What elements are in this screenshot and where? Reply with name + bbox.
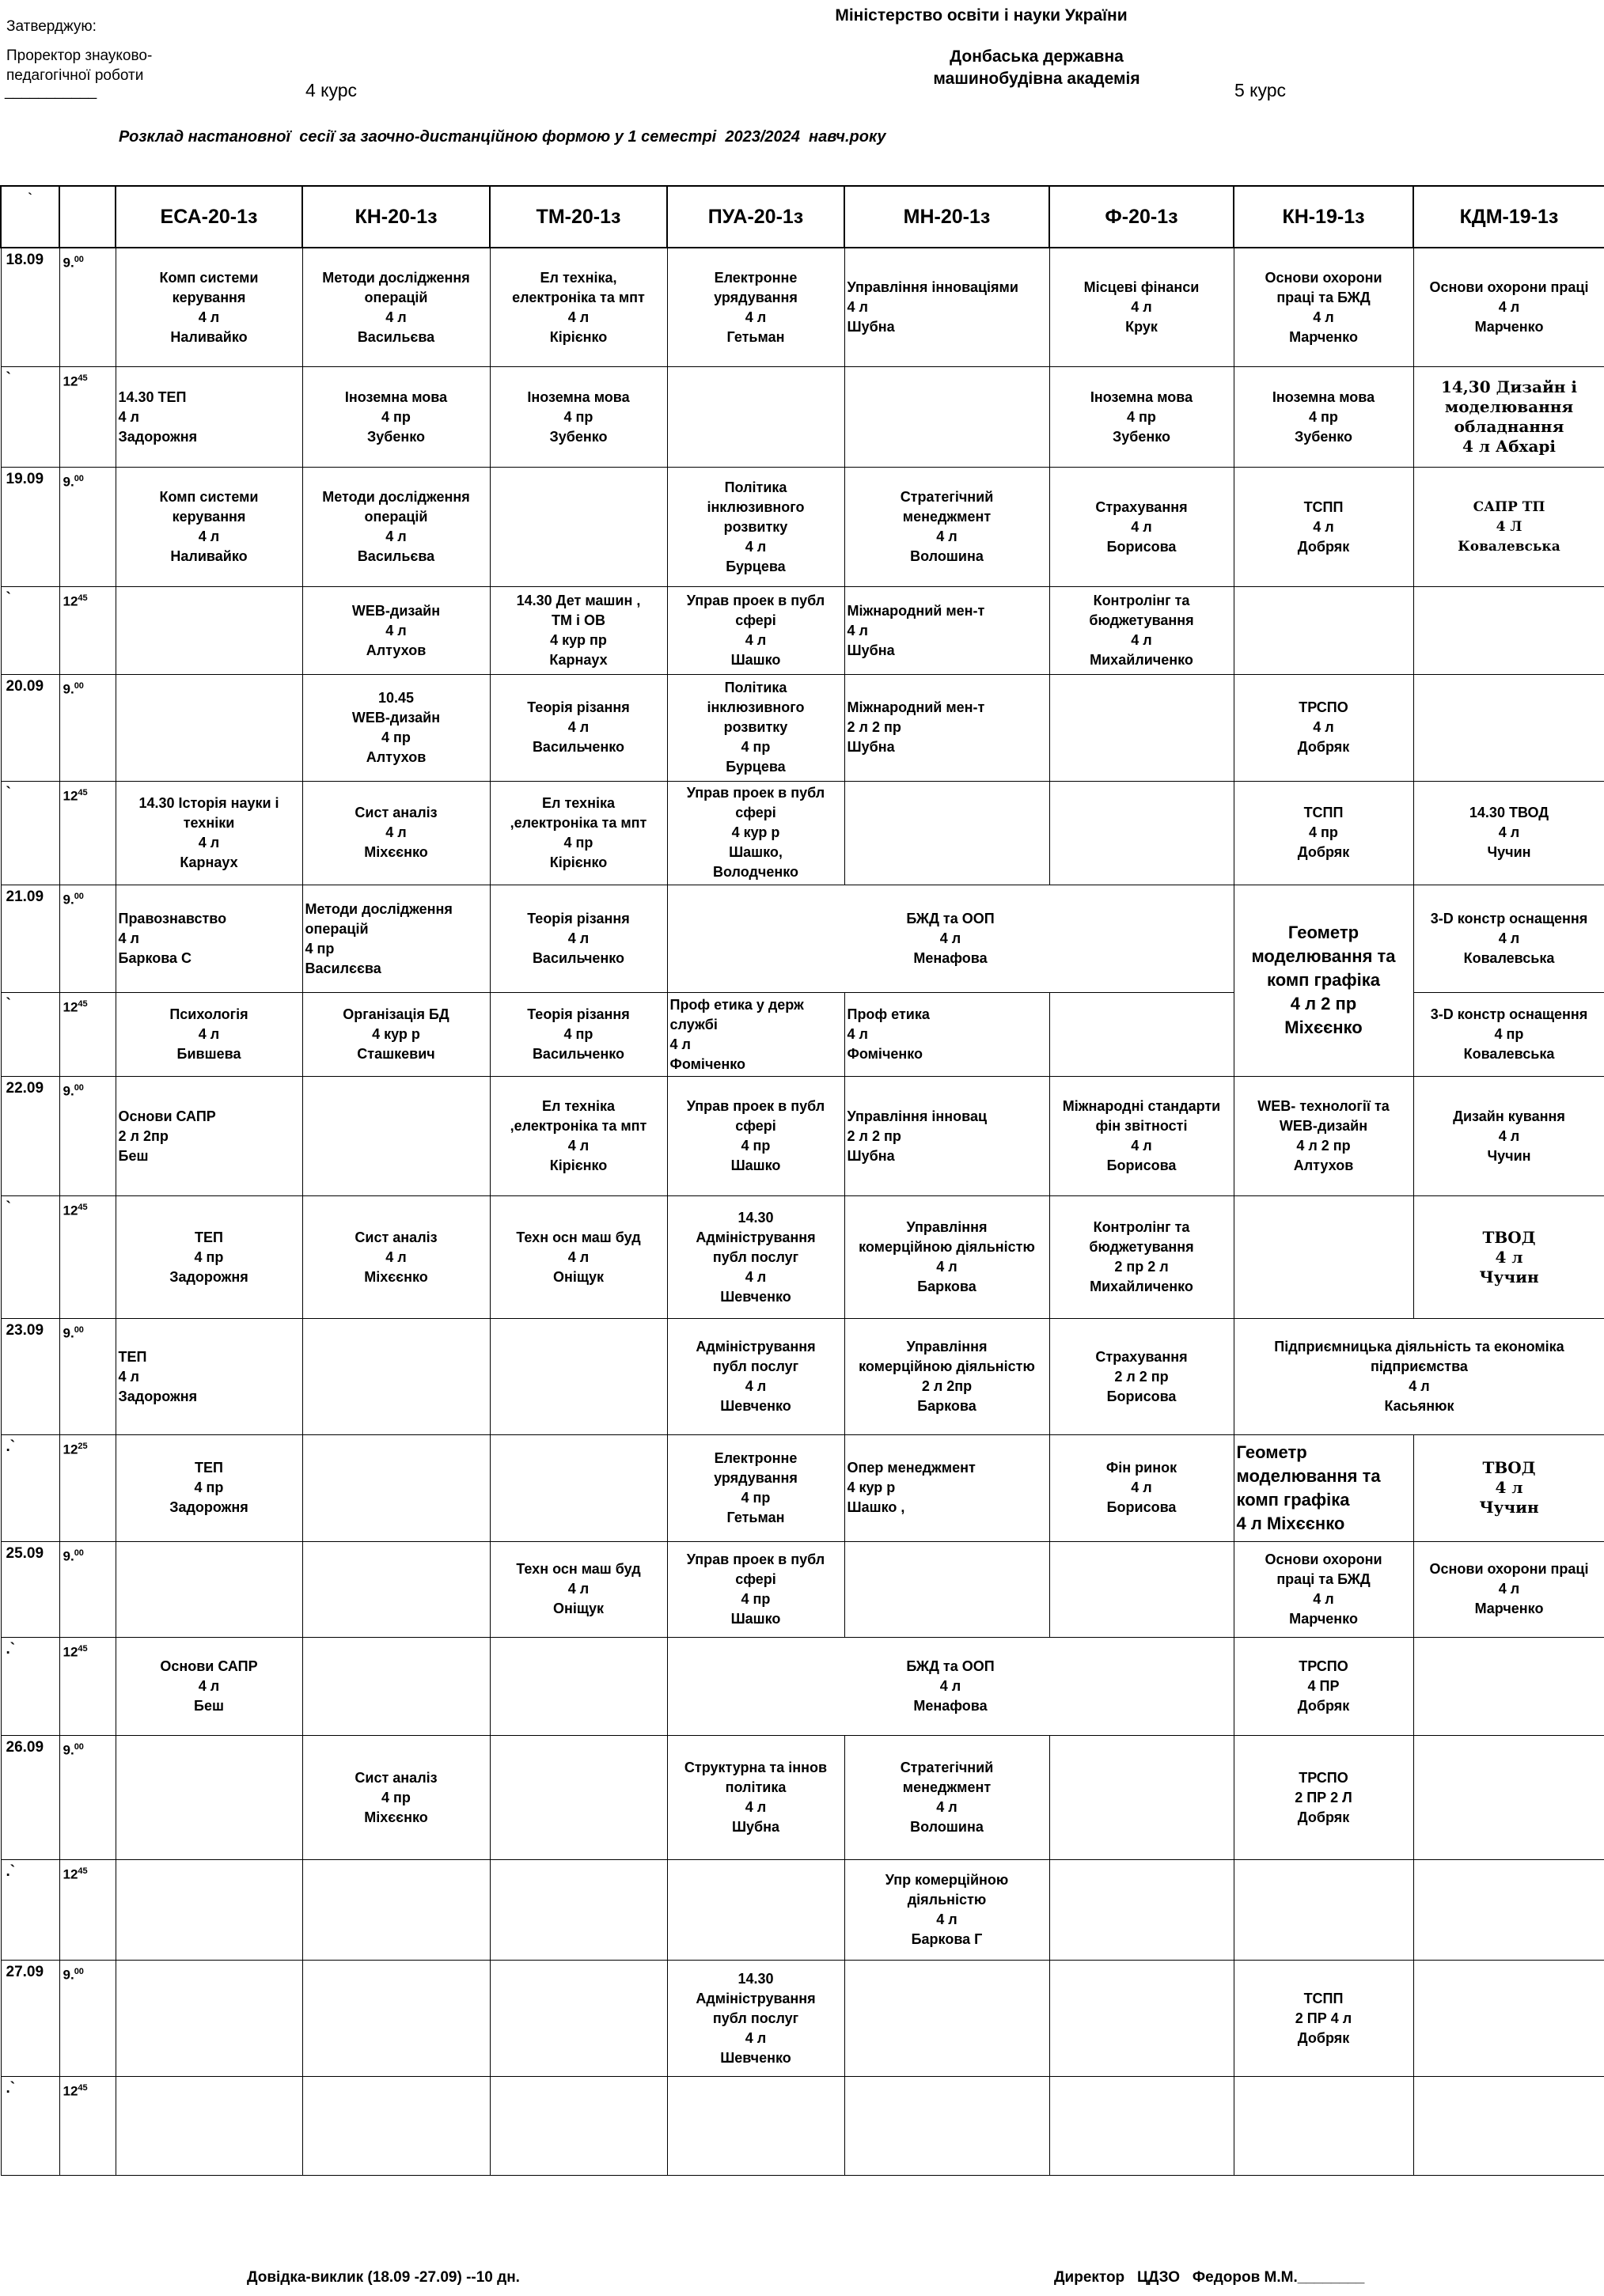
class-cell: Управ проек в публ сфері 4 л Шашко: [667, 587, 844, 675]
time-hour: 12: [63, 1000, 78, 1016]
class-cell: ТРСПО 4 л Добряк: [1234, 674, 1413, 781]
class-cell: Техн осн маш буд 4 л Оніщук: [490, 1196, 667, 1319]
class-cell: Страхування 4 л Борисова: [1049, 468, 1234, 587]
time-minutes: 00: [74, 1325, 84, 1336]
empty-cell: [116, 1736, 302, 1860]
date-cell: .`: [1, 1860, 59, 1961]
class-cell: Основи охорони праці 4 л Марченко: [1413, 1541, 1604, 1637]
empty-cell: [1413, 587, 1604, 675]
date-cell: 22.09: [1, 1077, 59, 1196]
class-cell: Основи САПР 2 л 2пр Беш: [116, 1077, 302, 1196]
class-cell: Теорія різання 4 л Васильченко: [490, 674, 667, 781]
empty-cell: [1049, 781, 1234, 885]
class-cell: Основи САПР 4 л Беш: [116, 1637, 302, 1736]
class-cell: Основи охорони праці та БЖД 4 л Марченко: [1234, 1541, 1413, 1637]
time-cell: [59, 1637, 116, 1736]
empty-cell: [844, 367, 1049, 468]
date-cell: 26.09: [1, 1736, 59, 1860]
empty-cell: [490, 1961, 667, 2077]
time-cell: [59, 248, 116, 367]
class-cell: ТСПП 2 ПР 4 л Добряк: [1234, 1961, 1413, 2077]
class-cell: Методи дослідження операцій 4 л Васильєва: [302, 248, 490, 367]
class-cell: Політика інклюзивного розвитку 4 пр Бурцева: [667, 674, 844, 781]
empty-cell: [302, 1961, 490, 2077]
time-hour: 12: [63, 788, 78, 804]
class-cell: Ел техніка ,електроніка та мпт 4 л Кірієнко: [490, 1077, 667, 1196]
time-cell: [59, 781, 116, 885]
class-cell: 14.30 ТВОД 4 л Чучин: [1413, 781, 1604, 885]
class-cell: Управ проек в публ сфері 4 кур р Шашко, Володченко: [667, 781, 844, 885]
time-hour: 9.: [63, 1083, 74, 1099]
class-cell: Електронне урядування 4 пр Гетьман: [667, 1434, 844, 1541]
empty-cell: [1413, 1961, 1604, 2077]
time-hour: 12: [63, 374, 78, 390]
time-hour: 9.: [63, 1325, 74, 1341]
date-cell: .`: [1, 1434, 59, 1541]
academy-label: Донбаська державна машинобудівна академія: [933, 47, 1140, 88]
class-cell: Контролінг та бюджетування 2 пр 2 л Михайличенко: [1049, 1196, 1234, 1319]
schedule-row: [1, 2077, 1604, 2176]
time-hour: 9.: [63, 1967, 74, 1983]
time-cell: [59, 1319, 116, 1435]
date-cell: .`: [1, 1637, 59, 1736]
empty-cell: [302, 1541, 490, 1637]
empty-cell: [667, 367, 844, 468]
time-header-cell: [59, 186, 116, 248]
schedule-row: [1, 1196, 1604, 1319]
time-cell: [59, 1196, 116, 1319]
class-cell: Управління комерційною діяльністю 4 л Баркова: [844, 1196, 1049, 1319]
class-cell: Управління комерційною діяльністю 2 л 2пр Баркова: [844, 1319, 1049, 1435]
empty-cell: [1049, 1860, 1234, 1961]
empty-cell: [302, 1637, 490, 1736]
empty-cell: [116, 2077, 302, 2176]
schedule-row: [1, 1541, 1604, 1637]
course-4-label: 4 курс: [305, 80, 358, 100]
class-cell: 14,30 Дизайн і моделювання обладнання 4 л Абхарі: [1413, 367, 1604, 468]
time-hour: 9.: [63, 892, 74, 907]
class-cell: Проф етика у держ службі 4 л Фоміченко: [667, 993, 844, 1077]
group-header: Ф-20-1з: [1049, 186, 1234, 248]
class-cell: ТРСПО 2 ПР 2 Л Добряк: [1234, 1736, 1413, 1860]
class-cell: Основи охорони праці та БЖД 4 л Марченко: [1234, 248, 1413, 367]
empty-cell: [490, 1319, 667, 1435]
empty-cell: [844, 2077, 1049, 2176]
time-cell: [59, 993, 116, 1077]
time-hour: 9.: [63, 1548, 74, 1564]
empty-cell: [116, 1961, 302, 2077]
empty-cell: [844, 1541, 1049, 1637]
empty-cell: [1234, 1860, 1413, 1961]
time-cell: [59, 587, 116, 675]
class-cell: Геометр моделювання та комп графіка 4 л 2 пр Міхєєнко: [1234, 885, 1413, 1077]
time-cell: [59, 1961, 116, 2077]
empty-cell: [1413, 2077, 1604, 2176]
class-cell: Управ проек в публ сфері 4 пр Шашко: [667, 1077, 844, 1196]
class-cell: 14.30 Адміністрування публ послуг 4 л Шевченко: [667, 1196, 844, 1319]
class-cell: ТСПП 4 л Добряк: [1234, 468, 1413, 587]
time-hour: 12: [63, 2083, 78, 2099]
class-cell: Фін ринок 4 л Борисова: [1049, 1434, 1234, 1541]
class-cell: Основи охорони праці 4 л Марченко: [1413, 248, 1604, 367]
empty-cell: [302, 1077, 490, 1196]
time-cell: [59, 1736, 116, 1860]
schedule-table: [0, 185, 1604, 2176]
class-cell: Комп системи керування 4 л Наливайко: [116, 468, 302, 587]
ministry-label: Міністерство освіти і науки України: [835, 6, 1128, 25]
class-cell: Міжнародний мен-т 2 л 2 пр Шубна: [844, 674, 1049, 781]
empty-cell: [1413, 1860, 1604, 1961]
empty-cell: [1413, 1736, 1604, 1860]
time-hour: 9.: [63, 255, 74, 271]
empty-cell: [1049, 2077, 1234, 2176]
date-cell: .`: [1, 2077, 59, 2176]
empty-cell: [490, 2077, 667, 2176]
class-cell: ТЕП 4 пр Задорожня: [116, 1196, 302, 1319]
empty-cell: [302, 1860, 490, 1961]
schedule-row: [1, 1860, 1604, 1961]
empty-cell: [844, 1961, 1049, 2077]
empty-cell: [1049, 1961, 1234, 2077]
time-hour: 12: [63, 1442, 78, 1457]
date-cell: 20.09: [1, 674, 59, 781]
class-cell: Методи дослідження операцій 4 л Васильєва: [302, 468, 490, 587]
class-cell: Політика інклюзивного розвитку 4 л Бурцева: [667, 468, 844, 587]
class-cell: 14.30 ТЕП 4 л Задорожня: [116, 367, 302, 468]
date-cell: `: [1, 587, 59, 675]
time-cell: [59, 2077, 116, 2176]
empty-cell: [1234, 2077, 1413, 2176]
time-cell: [59, 674, 116, 781]
schedule-row: [1, 367, 1604, 468]
empty-cell: [116, 1541, 302, 1637]
time-cell: [59, 885, 116, 993]
time-hour: 12: [63, 1644, 78, 1660]
class-cell: Теорія різання 4 л Васильченко: [490, 885, 667, 993]
signature-line: ___________: [5, 83, 97, 100]
time-cell: [59, 1541, 116, 1637]
class-cell: Методи дослідження операцій 4 пр Василєєва: [302, 885, 490, 993]
class-cell: Стратегічний менеджмент 4 л Волошина: [844, 1736, 1049, 1860]
date-cell: 18.09: [1, 248, 59, 367]
group-header: КН-19-1з: [1234, 186, 1413, 248]
empty-cell: [490, 1860, 667, 1961]
schedule-row: [1, 587, 1604, 675]
class-cell: Стратегічний менеджмент 4 л Волошина: [844, 468, 1049, 587]
schedule-row: [1, 1637, 1604, 1736]
class-cell: Міжнародний мен-т 4 л Шубна: [844, 587, 1049, 675]
schedule-row: [1, 1077, 1604, 1196]
class-cell: Страхування 2 л 2 пр Борисова: [1049, 1319, 1234, 1435]
schedule-row: [1, 1961, 1604, 2077]
time-minutes: 45: [78, 373, 88, 384]
class-cell: САПР ТП 4 Л Ковалевська: [1413, 468, 1604, 587]
empty-cell: [1049, 1541, 1234, 1637]
class-cell: Сист аналіз 4 л Міхєєнко: [302, 781, 490, 885]
class-cell: 10.45 WEB-дизайн 4 пр Алтухов: [302, 674, 490, 781]
time-hour: 12: [63, 1867, 78, 1882]
class-cell: ТЕП 4 л Задорожня: [116, 1319, 302, 1435]
class-cell: Сист аналіз 4 пр Міхєєнко: [302, 1736, 490, 1860]
time-hour: 9.: [63, 474, 74, 490]
schedule-row: [1, 1434, 1604, 1541]
class-cell: Управ проек в публ сфері 4 пр Шашко: [667, 1541, 844, 1637]
empty-cell: [116, 587, 302, 675]
class-cell: Іноземна мова 4 пр Зубенко: [490, 367, 667, 468]
empty-cell: [490, 1637, 667, 1736]
class-cell: WEB-дизайн 4 л Алтухов: [302, 587, 490, 675]
empty-cell: [302, 1434, 490, 1541]
class-cell: БЖД та ООП 4 л Менафова: [667, 1637, 1234, 1736]
date-cell: 27.09: [1, 1961, 59, 2077]
prorector-label: Проректор знауково- педагогічної роботи: [6, 47, 153, 84]
class-cell: Опер менеджмент 4 кур р Шашко ,: [844, 1434, 1049, 1541]
time-minutes: 00: [74, 1548, 84, 1558]
time-cell: [59, 367, 116, 468]
group-header: МН-20-1з: [844, 186, 1049, 248]
group-header: КДМ-19-1з: [1413, 186, 1604, 248]
group-header: КН-20-1з: [302, 186, 490, 248]
time-minutes: 45: [78, 1203, 88, 1213]
empty-cell: [302, 1319, 490, 1435]
date-cell: `: [1, 993, 59, 1077]
time-cell: [59, 1434, 116, 1541]
class-cell: Іноземна мова 4 пр Зубенко: [302, 367, 490, 468]
schedule-row: [1, 1319, 1604, 1435]
group-header: ПУА-20-1з: [667, 186, 844, 248]
time-minutes: 00: [74, 1967, 84, 1977]
footer-note: Довідка-виклик (18.09 -27.09) --10 дн.: [247, 2269, 520, 2286]
group-header: ТМ-20-1з: [490, 186, 667, 248]
class-cell: Геометр моделювання та комп графіка 4 л Міхєєнко: [1234, 1434, 1413, 1541]
class-cell: Організація БД 4 кур р Сташкевич: [302, 993, 490, 1077]
empty-cell: [116, 1860, 302, 1961]
class-cell: Техн осн маш буд 4 л Оніщук: [490, 1541, 667, 1637]
schedule-row: [1, 1736, 1604, 1860]
director-signature: Директор ЦДЗО Федоров М.М.________: [1054, 2269, 1365, 2286]
time-minutes: 00: [74, 1083, 84, 1093]
class-cell: Іноземна мова 4 пр Зубенко: [1234, 367, 1413, 468]
empty-cell: [667, 1860, 844, 1961]
empty-cell: [1049, 1736, 1234, 1860]
class-cell: 14.30 Адміністрування публ послуг 4 л Шевченко: [667, 1961, 844, 2077]
time-minutes: 45: [78, 593, 88, 604]
empty-cell: [116, 674, 302, 781]
empty-cell: [667, 2077, 844, 2176]
group-header: ЕСА-20-1з: [116, 186, 302, 248]
empty-cell: [1413, 674, 1604, 781]
time-cell: [59, 1860, 116, 1961]
schedule-title: Розклад настановної сесії за заочно-дистанційною формою у 1 семестрі 2023/2024 навч.року: [119, 128, 886, 146]
time-cell: [59, 468, 116, 587]
class-cell: ТВОД 4 л Чучин: [1413, 1196, 1604, 1319]
class-cell: Структурна та іннов політика 4 л Шубна: [667, 1736, 844, 1860]
date-cell: 23.09: [1, 1319, 59, 1435]
class-cell: Міжнародні стандарти фін звітності 4 л Борисова: [1049, 1077, 1234, 1196]
time-minutes: 45: [78, 1866, 88, 1877]
class-cell: Комп системи керування 4 л Наливайко: [116, 248, 302, 367]
time-hour: 12: [63, 1203, 78, 1218]
class-cell: 3-D констр оснащення 4 л Ковалевська: [1413, 885, 1604, 993]
date-cell: `: [1, 1196, 59, 1319]
class-cell: WEB- технології та WEB-дизайн 4 л 2 пр Алтухов: [1234, 1077, 1413, 1196]
empty-cell: [490, 468, 667, 587]
time-minutes: 45: [78, 1643, 88, 1654]
date-cell: `: [1, 367, 59, 468]
time-minutes: 00: [74, 255, 84, 264]
class-cell: Підприємницька діяльність та економіка підприємства 4 л Касьянюк: [1234, 1319, 1604, 1435]
class-cell: Сист аналіз 4 л Міхєєнко: [302, 1196, 490, 1319]
schedule-row: [1, 885, 1604, 993]
class-cell: 14.30 Історія науки і техніки 4 л Карнаух: [116, 781, 302, 885]
empty-cell: [1049, 674, 1234, 781]
class-cell: Місцеві фінанси 4 л Крук: [1049, 248, 1234, 367]
time-minutes: 45: [78, 2083, 88, 2093]
empty-cell: [302, 2077, 490, 2176]
time-minutes: 45: [78, 787, 88, 798]
empty-cell: [844, 781, 1049, 885]
class-cell: Правознавство 4 л Баркова С: [116, 885, 302, 993]
class-cell: Теорія різання 4 пр Васильченко: [490, 993, 667, 1077]
time-minutes: 00: [74, 680, 84, 691]
time-cell: [59, 1077, 116, 1196]
class-cell: 3-D констр оснащення 4 пр Ковалевська: [1413, 993, 1604, 1077]
schedule-body: [1, 248, 1604, 2176]
class-cell: ТРСПО 4 ПР Добряк: [1234, 1637, 1413, 1736]
time-hour: 9.: [63, 1743, 74, 1759]
corner-cell: `: [1, 186, 59, 248]
time-minutes: 00: [74, 1742, 84, 1752]
time-minutes: 00: [74, 474, 84, 484]
class-cell: Упр комерційною діяльністю 4 л Баркова Г: [844, 1860, 1049, 1961]
empty-cell: [1234, 587, 1413, 675]
date-cell: 21.09: [1, 885, 59, 993]
class-cell: ТСПП 4 пр Добряк: [1234, 781, 1413, 885]
course-5-label: 5 курс: [1234, 80, 1287, 100]
time-minutes: 25: [78, 1441, 88, 1451]
class-cell: 14.30 Дет машин , ТМ і ОВ 4 кур пр Карнаух: [490, 587, 667, 675]
empty-cell: [490, 1434, 667, 1541]
time-minutes: 45: [78, 999, 88, 1010]
class-cell: Ел техніка ,електроніка та мпт 4 пр Кірієнко: [490, 781, 667, 885]
class-cell: Ел техніка, електроніка та мпт 4 л Кірієнко: [490, 248, 667, 367]
empty-cell: [1413, 1637, 1604, 1736]
date-cell: `: [1, 781, 59, 885]
schedule-row: [1, 781, 1604, 885]
class-cell: Електронне урядування 4 л Гетьман: [667, 248, 844, 367]
schedule-row: [1, 674, 1604, 781]
class-cell: Психологія 4 л Бившева: [116, 993, 302, 1077]
class-cell: Іноземна мова 4 пр Зубенко: [1049, 367, 1234, 468]
approve-label: Затверджую:: [6, 18, 97, 35]
date-cell: 19.09: [1, 468, 59, 587]
class-cell: Дизайн кування 4 л Чучин: [1413, 1077, 1604, 1196]
class-cell: Проф етика 4 л Фоміченко: [844, 993, 1049, 1077]
time-minutes: 00: [74, 891, 84, 901]
empty-cell: [1234, 1196, 1413, 1319]
class-cell: Контролінг та бюджетування 4 л Михайличенко: [1049, 587, 1234, 675]
class-cell: ТВОД 4 л Чучин: [1413, 1434, 1604, 1541]
class-cell: Адміністрування публ послуг 4 л Шевченко: [667, 1319, 844, 1435]
class-cell: ТЕП 4 пр Задорожня: [116, 1434, 302, 1541]
schedule-row: [1, 468, 1604, 587]
time-hour: 12: [63, 593, 78, 609]
class-cell: Управління інновац 2 л 2 пр Шубна: [844, 1077, 1049, 1196]
date-cell: 25.09: [1, 1541, 59, 1637]
class-cell: Управління інноваціями 4 л Шубна: [844, 248, 1049, 367]
schedule-row: [1, 248, 1604, 367]
empty-cell: [1049, 993, 1234, 1077]
time-hour: 9.: [63, 681, 74, 697]
class-cell: БЖД та ООП 4 л Менафова: [667, 885, 1234, 993]
empty-cell: [490, 1736, 667, 1860]
